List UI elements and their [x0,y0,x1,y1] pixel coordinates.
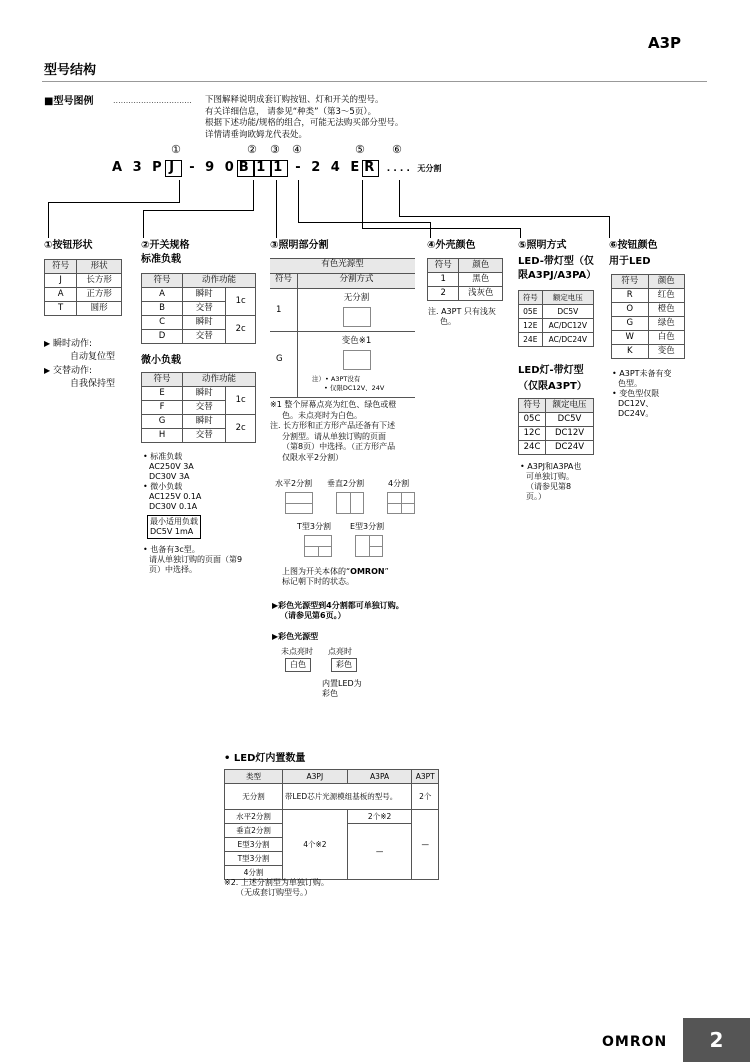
split-h2-icon [285,492,313,514]
legend-text: 下图解释说明成套订购按钮、灯和开关的型号。 有关详细信息， 请参见“种类”（第3～5页）。 根据下述功能/规格的组合，可能无法购买部分型号。 详情请垂询欧姆龙代表处。 [205,95,404,140]
split-t3-icon [304,535,332,557]
circle-5: ⑤ [355,143,365,156]
s2-sub1: 标准负载 [141,254,181,265]
s3-bullet1: ▶彩色光源型到4分割都可单独订购。 （请参见第6页。） [272,601,404,620]
s5-title: ⑤照明方式 [518,240,567,251]
split-label-h2: 水平2分割 [275,479,313,488]
s1-title: ①按钮形状 [44,240,93,251]
page-number: 2 [683,1018,750,1062]
page-title: 型号结构 [44,63,97,78]
split-v2-icon [336,492,364,514]
circle-1: ① [171,143,181,156]
s2-table-std: 符号 动作功能 A 瞬时 1c B 交替 C 瞬时 2c D 交替 [141,273,256,344]
model-code: A 3 P J - 9 0 B 1 1 - 2 4 E R . . . . 无分割 [112,160,442,175]
swatch-white: 白色 [285,658,311,672]
header-divider [42,81,707,82]
s2-sub2: 微小负载 [141,355,181,366]
omron-logo: OMRON [602,1034,668,1050]
s1-table: 符号 形状 J 长方形 A 正方形 T 圆形 [44,259,122,316]
s4-title: ④外壳颜色 [427,240,476,251]
s6-sub: 用于LED [609,256,651,267]
s3-table: 有色光源型 符号 分割方式 1 无分割 G 变色※1 注）• A3PT没有 • 仅限DC12V、24V [270,258,415,398]
swatch-color: 彩色 [331,658,357,672]
s2-minload: 最小适用负载 DC5V 1mA [147,515,201,539]
ledcount-title: • LED灯内置数量 [224,753,306,764]
split-4-icon [387,492,415,514]
omron-orientation-note: 上图为开关本体的“OMRON” 标记朝下时的状态。 [282,567,389,586]
s6-table: 符号 颜色 R 红色 O 橙色 G 绿色 W 白色 K 变色 [611,274,685,359]
s2-notes: • 标准负载 AC250V 3A DC30V 3A • 微小负载 AC125V 0.1A DC30V 0.1A [143,452,202,511]
model-name: A3P [648,34,682,52]
split-e3-icon [355,535,383,557]
ledcount-note: ※2. 上述分割型为单独订购。 （无成套订购型号。） [224,878,329,897]
label-unlit: 未点亮时 [281,647,313,656]
s5-sub2: LED灯-带灯型 （仅限A3PT） [518,365,587,392]
circle-3: ③ [270,143,280,156]
s4-table: 符号 颜色 1 黑色 2 浅灰色 [427,258,503,301]
s3-notes: ※1 整个屏幕点亮为红色、绿色或橙 色。未点亮时为白色。 注. 长方形和正方形产品还备有下述 分割型。请从单独订购的页面 （第8页）中选择。（正方形产品 仅限水平2分割） [270,400,397,462]
split-label-t3: T型3分割 [297,522,331,531]
legend-label: ■型号图例 [44,96,94,107]
legend-dots: ............................... [113,96,192,105]
circle-6: ⑥ [392,143,402,156]
led-note: 内置LED为 彩色 [322,679,362,698]
s1-notes: ▶ 瞬时动作: 自动复位型 ▶ 交替动作: 自我保持型 [44,339,116,389]
s2-note3: • 也备有3c型。 请从单独订购的页面（第9 页）中选择。 [143,545,243,574]
ledcount-table: 类型 A3PJ A3PA A3PT 无分割 带LED芯片光源模组基板的型号。 2个 水平2分割 4个※2 2个※2 — 垂直2分割 — E型3分割 T型3分割 4分割 [224,769,439,880]
split-label-4: 4分割 [388,479,410,488]
s6-title: ⑥按钮颜色 [609,240,658,251]
s5-note: • A3PJ和A3PA也 可单独订购。 （请参见第8 页。） [520,462,582,501]
s3-title: ③照明部分割 [270,240,329,251]
circle-4: ④ [292,143,302,156]
label-lit: 点亮时 [328,647,352,656]
split-label-v2: 垂直2分割 [327,479,365,488]
s5-table-2: 符号 额定电压 05C DC5V 12C DC12V 24C DC24V [518,398,594,455]
split-label-e3: E型3分割 [350,522,385,531]
s4-note: 注. A3PT 只有浅灰 色。 [428,307,496,326]
s2-title: ②开关规格 [141,240,190,251]
s5-table-1: 符号 额定电压 05E DC5V 12E AC/DC12V 24E AC/DC24V [518,290,594,347]
s2-table-micro: 符号 动作功能 E 瞬时 1c F 交替 G 瞬时 2c H 交替 [141,372,256,443]
s5-sub1: LED-带灯型（仅 限A3PJ/A3PA） [518,256,597,281]
s6-note: • A3PT未备有变 色型。 • 变色型仅限 DC12V、 DC24V。 [612,369,672,418]
circle-2: ② [247,143,257,156]
s3-bullet2: ▶彩色光源型 [272,632,319,641]
